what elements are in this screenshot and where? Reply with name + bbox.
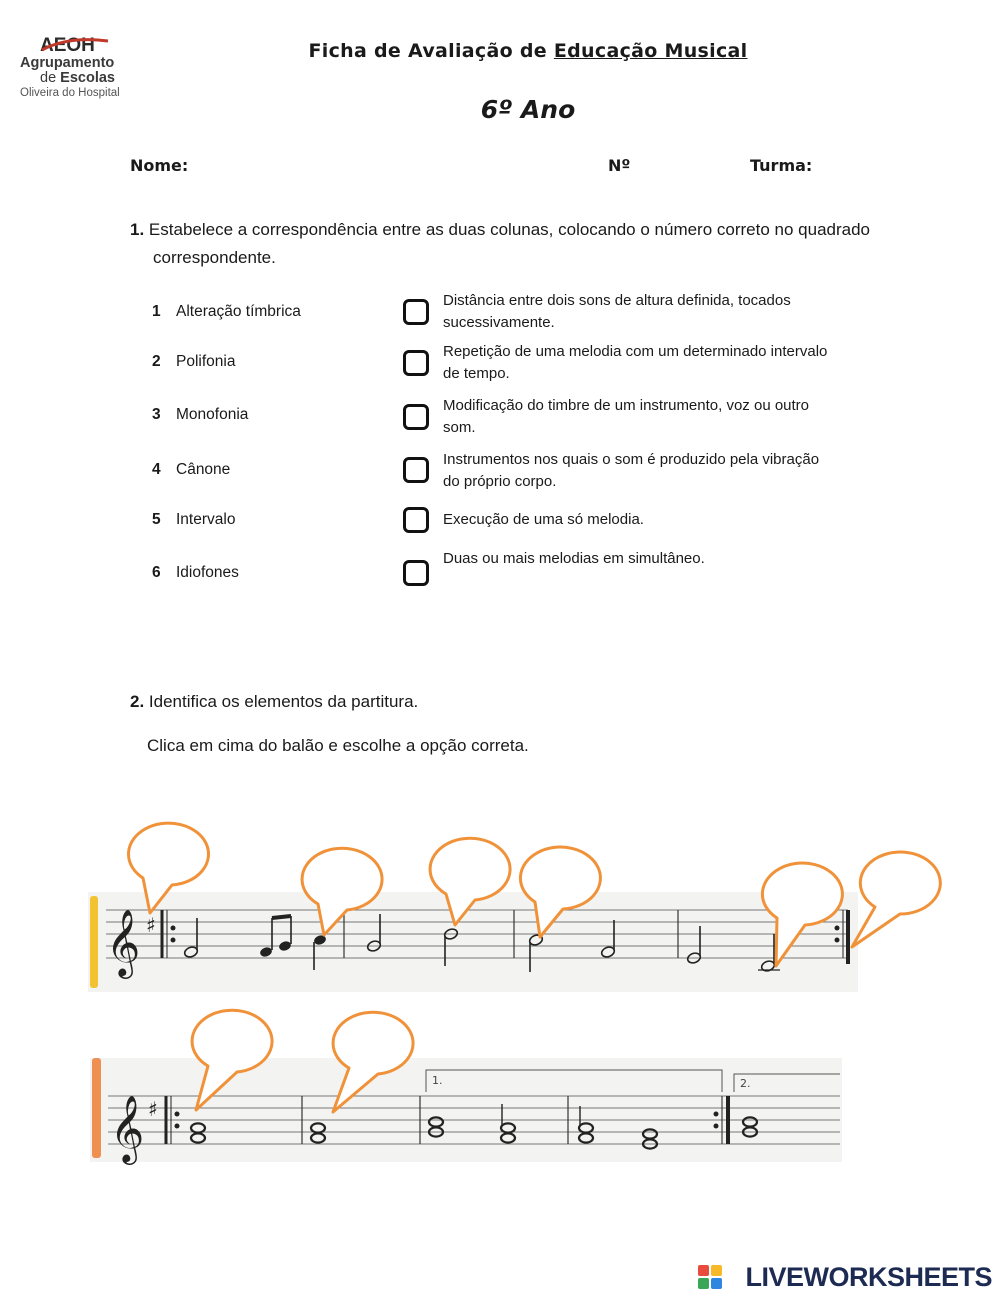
term-number-3: 3 [152, 406, 161, 423]
treble-clef-icon-2: 𝄞 [110, 1094, 145, 1162]
term-label-1: Alteração tímbrica [176, 303, 301, 320]
term-label-2: Polifonia [176, 353, 236, 370]
definition-1-line-1: Distância entre dois sons de altura definida, tocados [443, 292, 791, 309]
term-label-6: Idiofones [176, 564, 239, 581]
logo-line-3: Oliveira do Hospital [20, 87, 120, 99]
speech-bubble-2[interactable] [302, 848, 382, 935]
definition-6-line-1: Duas ou mais melodias em simultâneo. [443, 550, 705, 567]
treble-clef-icon: 𝄞 [106, 908, 141, 976]
term-number-2: 2 [152, 353, 161, 370]
speech-bubble-7[interactable] [192, 1010, 272, 1110]
definition-1-line-2: sucessivamente. [443, 314, 555, 331]
question-2-instruction: Clica em cima do balão e escolhe a opção correta. [147, 736, 529, 755]
number-label: Nº [608, 156, 631, 175]
term-number-1: 1 [152, 303, 161, 320]
sharp-icon-2: ♯ [148, 1097, 158, 1121]
speech-bubble-8[interactable] [333, 1012, 413, 1112]
class-label: Turma: [750, 156, 813, 175]
question-2-number: 2. [130, 692, 145, 711]
definition-2-line-1: Repetição de uma melodia com um determinado intervalo [443, 343, 828, 360]
question-1-number: 1. [130, 220, 145, 239]
term-number-5: 5 [152, 511, 161, 528]
logo-mark-text: AEOH [40, 35, 95, 56]
definition-5-line-1: Execução de uma só melodia. [443, 511, 644, 528]
speech-bubble-5[interactable] [762, 863, 842, 966]
speech-bubble-6[interactable] [852, 852, 940, 947]
liveworksheets-brand[interactable]: LIVEWORKSHEETS [745, 1262, 992, 1292]
definition-4-line-1: Instrumentos nos quais o som é produzido pela vibração [443, 451, 820, 468]
term-number-6: 6 [152, 564, 161, 581]
logo-line-2-prefix: de [40, 70, 57, 86]
definition-2-line-2: de tempo. [443, 365, 510, 382]
term-label-4: Cânone [176, 461, 231, 478]
logo-line-1: Agrupamento [20, 55, 115, 71]
title-subject: Educação Musical [553, 40, 748, 62]
ending-2-label: 2. [740, 1077, 751, 1090]
speech-bubble-1[interactable] [129, 823, 209, 913]
sharp-icon: ♯ [146, 913, 156, 937]
definition-3-line-2: som. [443, 419, 476, 436]
term-number-4: 4 [152, 461, 161, 478]
term-label-5: Intervalo [176, 511, 236, 528]
name-label: Nome: [130, 156, 189, 175]
question-1-line-2: correspondente. [153, 248, 276, 267]
definition-4-line-2: do próprio corpo. [443, 473, 557, 490]
speech-bubble-3[interactable] [430, 838, 510, 925]
title-prefix: Ficha de Avaliação de [308, 40, 554, 62]
logo-line-2-main: Escolas [60, 70, 115, 86]
definition-3-line-1: Modificação do timbre de um instrumento, voz ou outro [443, 397, 810, 414]
liveworksheets-logo-icon [698, 1265, 722, 1289]
term-label-3: Monofonia [176, 406, 249, 423]
speech-bubble-4[interactable] [520, 847, 600, 937]
ending-1-label: 1. [432, 1074, 443, 1087]
page-subtitle: 6º Ano [480, 95, 576, 124]
question-1-text: Estabelece a correspondência entre as duas colunas, colocando o número correto no quadrado [148, 220, 871, 239]
question-2-text: Identifica os elementos da partitura. [148, 692, 419, 711]
